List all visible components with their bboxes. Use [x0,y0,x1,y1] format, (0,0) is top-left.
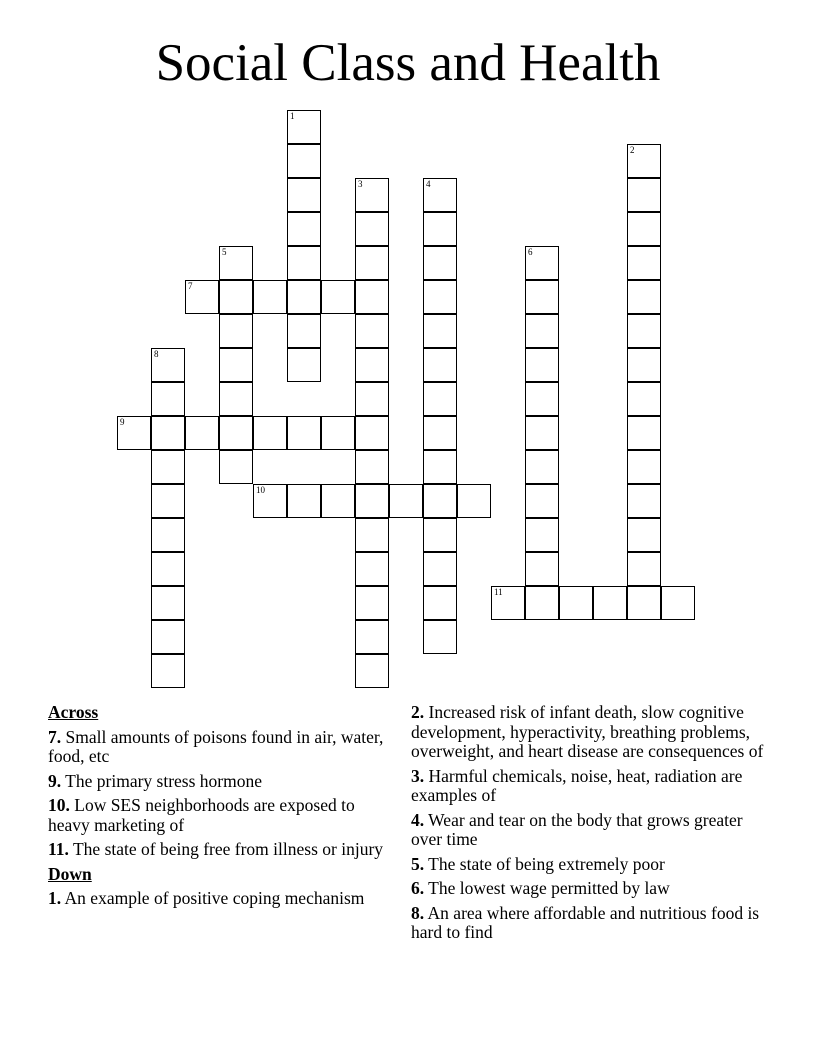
clue-item-number: 3. [411,765,425,786]
clue-item-number: 6. [411,878,425,898]
grid-cell[interactable] [627,450,661,484]
grid-cell[interactable] [355,178,389,212]
grid-cell[interactable] [287,314,321,348]
clue-item [411,767,771,806]
clue-number: 9 [120,417,125,427]
grid-cell[interactable] [627,552,661,586]
grid-cell[interactable] [287,144,321,178]
clue-item [411,811,771,850]
grid-cell[interactable] [423,348,457,382]
clue-number: 5 [222,247,227,257]
grid-cell[interactable] [423,246,457,280]
clue-item-text: The lowest wage permitted by law [424,878,670,898]
grid-cell[interactable] [321,416,355,450]
clue-number: 3 [358,179,363,189]
grid-cell[interactable] [525,586,559,620]
grid-cell[interactable] [627,314,661,348]
grid-cell[interactable] [287,348,321,382]
grid-cell[interactable] [219,416,253,450]
clue-item-number: 1. [48,888,62,908]
clue-number: 8 [154,349,159,359]
clue-item [48,772,398,792]
grid-cell[interactable] [355,280,389,314]
grid-cell[interactable] [525,552,559,586]
grid-cell[interactable] [627,246,661,280]
clue-item [48,796,398,835]
clue-number: 2 [630,145,635,155]
grid-cell[interactable] [355,586,389,620]
across-clue-list [48,728,398,860]
grid-cell[interactable] [287,178,321,212]
grid-cell[interactable] [151,586,185,620]
grid-cell[interactable] [525,314,559,348]
clue-item-text: An area where affordable and nutritious food is hard to find [411,902,760,942]
clue-number: 7 [188,281,193,291]
grid-cell[interactable] [219,246,253,280]
clue-number: 6 [528,247,533,257]
page-title: Social Class and Health [155,34,661,92]
grid-cell[interactable] [151,654,185,688]
grid-cell[interactable] [627,416,661,450]
grid-cell[interactable] [627,144,661,178]
grid-cell[interactable] [525,246,559,280]
clue-item-text: The state of being extremely poor [424,853,665,874]
grid-cell[interactable] [627,484,661,518]
clue-item-text: An example of positive coping mechanism [61,888,365,908]
grid-cell[interactable] [423,552,457,586]
grid-cell[interactable] [185,280,219,314]
clues-left-column [48,703,398,914]
grid-cell[interactable] [423,382,457,416]
clue-item-number: 4. [411,809,425,830]
grid-cell[interactable] [355,654,389,688]
grid-cell[interactable] [355,382,389,416]
grid-cell[interactable] [423,212,457,246]
grid-cell[interactable] [151,518,185,552]
down-clue-list-continued [411,703,771,943]
grid-cell[interactable] [219,314,253,348]
grid-cell[interactable] [525,280,559,314]
grid-cell[interactable] [355,484,389,518]
clue-item-text: The state of being free from illness or injury [68,839,384,859]
grid-cell[interactable] [661,586,695,620]
clue-item-text: Harmful chemicals, noise, heat, radiation are examples of [411,765,743,805]
clue-item-number: 8. [411,902,425,923]
grid-cell[interactable] [219,280,253,314]
grid-cell[interactable] [491,586,525,620]
grid-cell[interactable] [151,348,185,382]
grid-cell[interactable] [287,246,321,280]
grid-cell[interactable] [627,518,661,552]
clue-item-number: 11. [48,839,69,859]
grid-cell[interactable] [355,314,389,348]
grid-cell[interactable] [355,450,389,484]
down-clue-list [48,889,398,909]
clue-item-number: 2. [411,702,425,722]
clues-right-column [411,703,771,948]
clue-item [48,728,398,767]
across-heading: Across [48,702,99,722]
grid-cell[interactable] [627,348,661,382]
grid-cell[interactable] [627,280,661,314]
clue-item [411,703,771,762]
clue-number: 4 [426,179,431,189]
grid-cell[interactable] [423,416,457,450]
grid-cell[interactable] [355,416,389,450]
clue-item-text: Small amounts of poisons found in air, water, food, etc [48,726,384,766]
grid-cell[interactable] [287,110,321,144]
grid-cell[interactable] [287,212,321,246]
grid-cell[interactable] [151,416,185,450]
grid-cell[interactable] [525,484,559,518]
grid-cell[interactable] [321,280,355,314]
grid-cell[interactable] [423,280,457,314]
grid-cell[interactable] [525,450,559,484]
clue-item-number: 9. [48,770,62,791]
clue-item [411,879,771,899]
grid-cell[interactable] [253,280,287,314]
grid-cell[interactable] [117,416,151,450]
grid-cell[interactable] [627,586,661,620]
grid-cell[interactable] [219,348,253,382]
grid-cell[interactable] [423,518,457,552]
grid-cell[interactable] [423,314,457,348]
grid-cell[interactable] [151,484,185,518]
grid-cell[interactable] [627,382,661,416]
clue-item [48,889,398,909]
grid-cell[interactable] [151,620,185,654]
grid-cell[interactable] [525,416,559,450]
grid-cell[interactable] [423,484,457,518]
clue-item-text: Increased risk of infant death, slow cognitive development, hyperactivity, breathing problems, overweight, and heart disease are consequences of [411,702,764,761]
down-heading: Down [48,863,92,884]
clue-item-number: 7. [48,726,62,747]
clue-item [411,855,771,875]
clue-item-text: The primary stress hormone [61,770,263,791]
grid-cell[interactable] [525,382,559,416]
grid-cell[interactable] [219,382,253,416]
grid-cell[interactable] [389,484,423,518]
clue-item-number: 10. [48,795,70,815]
grid-cell[interactable] [253,416,287,450]
grid-cell[interactable] [355,246,389,280]
grid-cell[interactable] [355,620,389,654]
grid-cell[interactable] [593,586,627,620]
grid-cell[interactable] [355,348,389,382]
grid-cell[interactable] [423,620,457,654]
grid-cell[interactable] [525,348,559,382]
grid-cell[interactable] [355,518,389,552]
grid-cell[interactable] [525,518,559,552]
clue-number: 1 [290,111,295,121]
clue-item-text: Wear and tear on the body that grows greater over time [411,809,743,849]
clue-number: 10 [256,485,265,495]
grid-cell[interactable] [355,212,389,246]
grid-cell[interactable] [627,178,661,212]
grid-cell[interactable] [321,484,355,518]
grid-cell[interactable] [151,552,185,586]
grid-cell[interactable] [151,382,185,416]
grid-cell[interactable] [287,484,321,518]
grid-cell[interactable] [423,450,457,484]
grid-cell[interactable] [423,586,457,620]
grid-cell[interactable] [559,586,593,620]
grid-cell[interactable] [151,450,185,484]
grid-cell[interactable] [287,416,321,450]
grid-cell[interactable] [185,416,219,450]
clue-item [48,840,398,860]
clue-number: 11 [494,587,503,597]
grid-cell[interactable] [627,212,661,246]
clue-item-text: Low SES neighborhoods are exposed to heavy marketing of [48,795,355,835]
grid-cell[interactable] [355,552,389,586]
grid-cell[interactable] [423,178,457,212]
clue-item [411,904,771,943]
grid-cell[interactable] [287,280,321,314]
grid-cell[interactable] [219,450,253,484]
grid-cell[interactable] [253,484,287,518]
grid-cell[interactable] [457,484,491,518]
clue-item-number: 5. [411,853,425,874]
